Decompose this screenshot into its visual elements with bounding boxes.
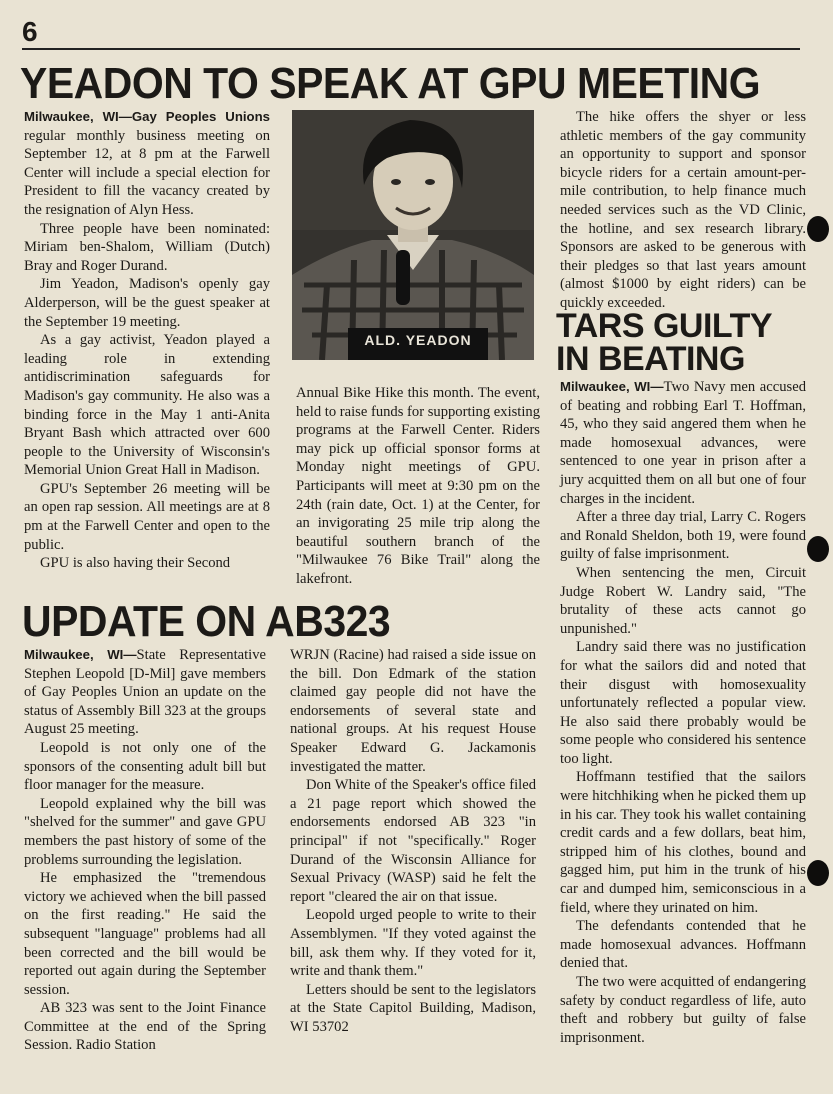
article3-paragraph: Milwaukee, WI—State Representative Stephen Leopold [D-Mil] gave members of Gay Peoples Union an update on the status of Assembly Bill 323 at the groups August 25 meeting.	[24, 647, 267, 738]
binder-hole-mark	[807, 216, 829, 242]
article1-paragraph: GPU's September 26 meeting will be an open rap session. All meetings are at 8 pm at the Farwell Center and open to the public.	[24, 480, 270, 553]
headline-yeadon: YEADON TO SPEAK AT GPU MEETING	[20, 59, 761, 108]
article2-paragraph: Hoffmann testified that the sailors were hitchhiking when he picked them up in his car. They took his wallet containing credit cards and a few dollars, beat him, stripped him of his clothes, bound and gagged him, put him in the trunk of his car and dumped him, semiconscious in a field, where they urinated on him.	[560, 769, 806, 916]
headline-update-ab323: UPDATE ON AB323	[22, 597, 391, 646]
article2-paragraph: Landry said there was no justification for what the sailors did and noted that their disgust with homosexuality unfortunately reflected a popular view. He also said there probably would be some people who considered his sentence too light.	[560, 639, 806, 767]
top-rule	[22, 48, 800, 50]
article3-paragraph: Leopold is not only one of the sponsors of the consenting adult bill but floor manager for the measure.	[24, 739, 266, 794]
article3-paragraph: Leopold urged people to write to their Assemblymen. "If they voted against the bill, ask them why. If they voted for it, write and thank them."	[290, 907, 536, 980]
binder-hole-mark	[807, 536, 829, 562]
article2-paragraph: After a three day trial, Larry C. Rogers and Ronald Sheldon, both 19, were found guilty of false imprisonment.	[560, 509, 806, 563]
article3-dateline: Milwaukee, WI—	[24, 647, 137, 662]
article1-paragraph: As a gay activist, Yeadon played a leading role in extending antidiscrimination safeguards for Madison's gay community. He also was a binding force in the May 1 anti-Anita Bryant Bash which attracted over 600 people to the University of Wisconsin's Memorial Union Great Hall in Madison.	[24, 332, 270, 479]
article1-paragraph: GPU is also having their Second	[40, 555, 231, 572]
article1-dateline: Milwaukee, WI—Gay Peoples Unions	[24, 109, 270, 124]
yeadon-portrait-illustration	[292, 110, 534, 360]
article3-paragraph: AB 323 was sent to the Joint Finance Committee at the end of the Spring Session. Radio Station	[24, 1000, 266, 1054]
article1-paragraph: Jim Yeadon, Madison's openly gay Alderperson, will be the guest speaker at the September 19 meeting.	[24, 276, 270, 330]
article2-paragraph: Milwaukee, WI—Two Navy men accused of beating and robbing Earl T. Hoffman, 45, who they said angered them when he made homosexual advances, were sentenced to one year in prison after a jury acquitted them on all but one of four charges in the incident.	[560, 379, 806, 507]
article3-paragraph: WRJN (Racine) had raised a side issue on the bill. Don Edmark of the station claimed gay people did not have the endorsements of several state and national groups. At his request House Speaker Edward G. Jackamonis investigated the matter.	[290, 647, 536, 775]
article2-paragraph: The two were acquitted of endangering safety by conduct regardless of life, auto theft and robbery but guilty of false imprisonment.	[560, 974, 806, 1046]
binder-hole-mark	[807, 860, 829, 886]
article2-paragraph: The defendants contended that he made homosexual advances. Hoffmann denied that.	[560, 918, 806, 972]
article1-column3	[560, 108, 806, 313]
article1-column2	[296, 384, 540, 589]
article2-column	[560, 378, 806, 1047]
article3-paragraph: He emphasized the "tremendous victory we achieved when the bill passed on the first reading." He said the subsequent "language" problems had all been corrected and the bill would be reported out again during the September session.	[24, 870, 266, 998]
page-number: 6	[22, 16, 38, 47]
headline-tars-guilty: TARS GUILTY IN BEATING	[556, 307, 773, 379]
article1-paragraph: Three people have been nominated: Miriam ben-Shalom, William (Dutch) Bray and Roger Durand.	[24, 220, 270, 274]
article3-column1	[24, 646, 266, 1055]
yeadon-photo	[292, 110, 534, 360]
article3-paragraph: Letters should be sent to the legislators at the State Capitol Building, Madison, WI 53702	[290, 981, 536, 1035]
article3-paragraph: Leopold explained why the bill was "shelved for the summer" and gave GPU members the past history of some of the problems surrounding the legislation.	[24, 795, 266, 868]
article2-paragraph: When sentencing the men, Circuit Judge Robert W. Landry said, "The brutality of these acts cannot go unpunished."	[560, 564, 806, 637]
article3-paragraph: Don White of the Speaker's office filed a 21 page report which showed the endorsements endorsed AB 323 "in principal" if not "specifically." Roger Durand of the Wisconsin Alliance for Sexual Privacy (WASP) said he felt the report "cleared the air on that issue.	[290, 777, 536, 905]
nameplate: ALD. YEADON	[364, 332, 472, 348]
article2-dateline: Milwaukee, WI—	[560, 379, 664, 394]
article1-paragraph: Milwaukee, WI—Gay Peoples Unions regular monthly business meeting on September 12, at 8 pm at the Farwell Center will include a special election for President to fill the vacancy created by the resignation of Alyn Hess.	[24, 109, 270, 218]
article1-paragraph: Annual Bike Hike this month. The event, held to raise funds for supporting existing programs at the Farwell Center. Riders may pick up official sponsor forms at Monday night meetings of GPU. Participants will meet at 9:30 pm on the 24th (rain date, Oct. 1) at the Center, for an invigorating 25 mile trip along the beautiful southern branch of the "Milwaukee 76 Bike Trail" along the lakefront.	[296, 385, 541, 587]
article3-column2	[290, 646, 536, 1036]
article1-paragraph: The hike offers the shyer or less athletic members of the gay community an opportunity to support and sponsor bicycle riders for a certain amount-per-mile contribution, to help finance much needed services such as the VD Clinic, the hotline, and sex research library. Sponsors are asked to be generous with their pledges so that last years amount (almost $1000 by eight riders) can be quickly exceeded.	[560, 109, 806, 311]
article1-column1	[24, 108, 270, 573]
